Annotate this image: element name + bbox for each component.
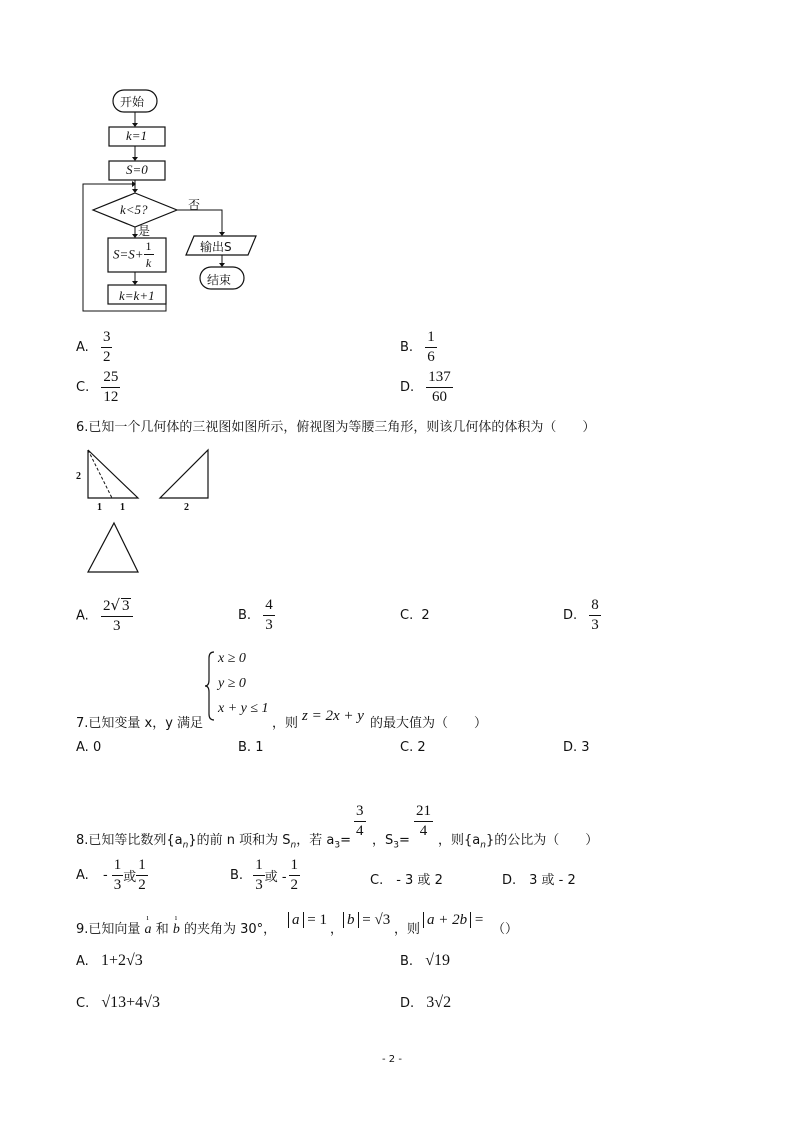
q7-option-d: D. 3 — [563, 740, 590, 755]
front-view-base-label-1: 1 — [97, 502, 102, 513]
flowchart-end: 结束 — [207, 273, 232, 287]
q8-a3-fraction: $\frac{3}{4}$ — [356, 803, 364, 839]
vector-a: ı a — [144, 913, 152, 937]
q9-abs-sum: a + 2b = — [423, 912, 483, 929]
q6-option-a: A. $\frac{2√ 3}{3}$ — [76, 598, 133, 634]
q8-s3-fraction: $\frac{21}{4}$ — [416, 803, 431, 839]
q5-option-d: D. $\frac{137}{60}$ — [400, 369, 451, 405]
constraint-3: x + y ≤ 1 — [218, 701, 269, 716]
q6-stem: 6.已知一个几何体的三视图如图所示，俯视图为等腰三角形，则该几何体的体积为（ ） — [76, 420, 596, 435]
side-view-base-label: 2 — [184, 502, 189, 513]
flowchart-condition: k<5? — [120, 202, 148, 217]
flowchart-init-k: k=1 — [126, 128, 148, 143]
flowchart-no-label: 否 — [188, 198, 201, 212]
q7-stem-pre: 7.已知变量 x，y 满足 — [76, 716, 204, 731]
q8-option-c: C. - 3 或 2 — [370, 873, 443, 888]
q9-option-b: B. √19 — [400, 952, 450, 969]
q5-option-c: C. $\frac{25}{12}$ — [76, 369, 119, 405]
flowchart-yes-label: 是 — [138, 224, 151, 238]
q7-option-a: A. 0 — [76, 740, 102, 755]
flowchart-start: 开始 — [120, 95, 145, 109]
q8-stem-end: ，则$\{a_n\}$的公比为（ ） — [438, 833, 599, 851]
q8-option-a: A. - $\frac{1}{3}$ 或 $\frac{1}{2}$ — [76, 857, 146, 893]
flowchart-output: 输出S — [200, 240, 232, 254]
vector-b: ı b — [172, 913, 180, 937]
q8-option-d: D. 3 或 - 2 — [502, 873, 576, 888]
q8-stem: 8.已知等比数列$\{a_n\}$的前 n 项和为 $S_n$，若 $a_3=$ — [76, 833, 352, 851]
constraint-1: x ≥ 0 — [218, 651, 246, 666]
q7-option-c: C. 2 — [400, 740, 426, 755]
flowchart-update-s: S=S+ $\frac{1}{k}$ — [113, 239, 152, 270]
flowchart-init-s: S=0 — [126, 162, 148, 177]
page-number: - 2 - — [382, 1054, 402, 1065]
q7-option-b: B. 1 — [238, 740, 264, 755]
q7-stem-post: 的最大值为（ ） — [370, 716, 488, 731]
constraint-2: y ≥ 0 — [218, 676, 246, 691]
q6-option-c: C. 2 — [400, 608, 430, 623]
q9-option-c: C. √13+4√3 — [76, 994, 160, 1011]
q9-stem: 9.已知向量 ı a 和 ı b 的夹角为 30°， — [76, 913, 277, 937]
front-view-base-label-2: 1 — [120, 502, 125, 513]
q5-option-a: A. $\frac{3}{2}$ — [76, 329, 111, 365]
q9-option-d: D. 3√2 — [400, 994, 452, 1011]
left-brace — [204, 650, 216, 722]
front-view-height-label: 2 — [76, 471, 81, 482]
q9-abs-b: b = √3 — [343, 912, 390, 929]
q9-comma-1: ， — [330, 922, 344, 937]
q8-option-b: B. $\frac{1}{3}$ 或 - $\frac{1}{2}$ — [230, 857, 299, 893]
q9-stem-then: ，则 — [394, 922, 421, 937]
q7-stem-mid: ，则 — [272, 716, 299, 731]
q8-stem-s3: ，$S_3=$ — [372, 833, 410, 851]
q9-option-a: A. 1+2√3 — [76, 952, 143, 969]
q6-option-b: B. $\frac{4}{3}$ — [238, 597, 273, 633]
q9-paren: （） — [492, 922, 519, 937]
q5-option-b: B. $\frac{1}{6}$ — [400, 329, 435, 365]
q7-objective: z = 2x + y — [302, 708, 364, 724]
flowchart-increment: k=k+1 — [119, 288, 155, 303]
q6-option-d: D. $\frac{8}{3}$ — [563, 597, 599, 633]
flowchart — [70, 85, 270, 320]
q9-abs-a: a = 1 — [288, 912, 327, 929]
